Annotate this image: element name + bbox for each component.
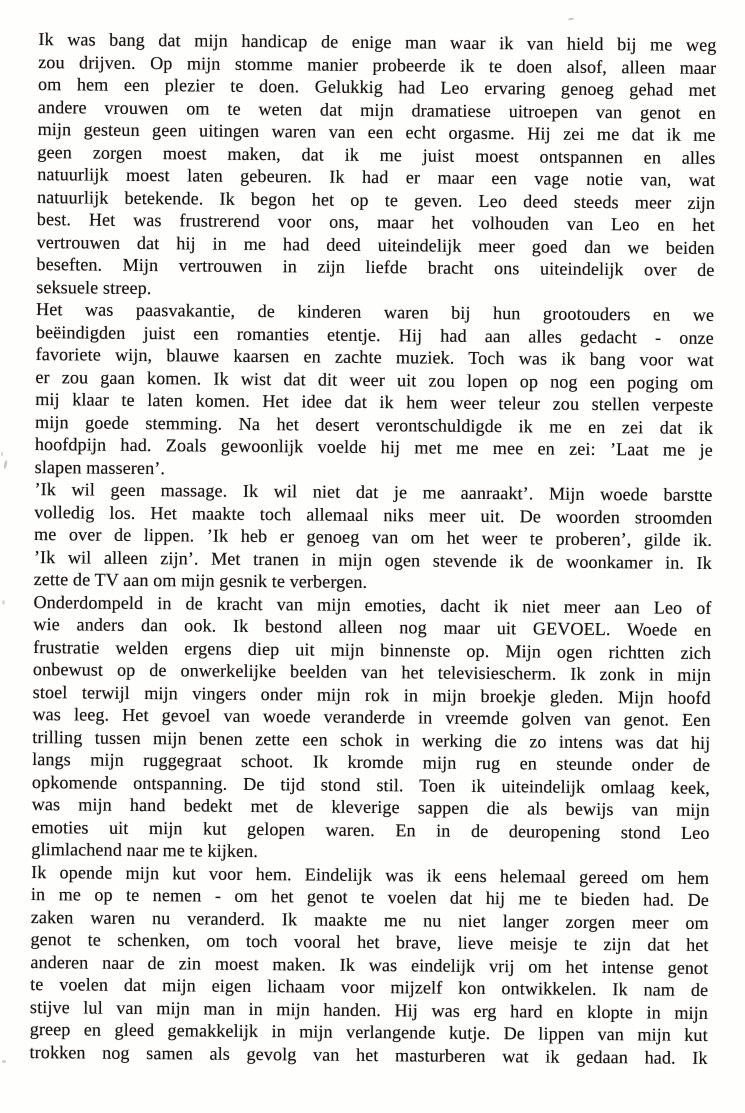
text-line: onbewust op de onwerkelijke beelden van het televisiescherm. Ik zonk in mijn bbox=[32, 659, 711, 685]
text-line: wie anders dan ook. Ik bestond alleen nog maar uit GEVOEL. Woede en bbox=[33, 614, 712, 640]
text-line: greep en gleed gemakkelijk in mijn verlangende kutje. De lippen van mijn kut bbox=[29, 1019, 708, 1045]
scan-speck bbox=[2, 1060, 6, 1063]
text-line: zaken waren nu veranderd. Ik maakte me nu niet langer zorgen meer om bbox=[30, 906, 709, 933]
text-line: glimlachend naar me te kijken. bbox=[31, 839, 259, 862]
scan-speck bbox=[568, 18, 574, 21]
paragraph bbox=[31, 591, 711, 867]
scan-speck bbox=[1, 452, 3, 456]
text-line: ’Ik wil alleen zijn’. Met tranen in mijn ogen stevende ik de woonkamer in. Ik bbox=[33, 546, 712, 573]
text-line: langs mijn ruggegraat schoot. Ik kromde mijn rug en steunde onder de bbox=[32, 749, 711, 775]
text-line: trilling tussen mijn benen zette een schok in werking die zo intens was dat hij bbox=[32, 726, 711, 753]
text-line: Het was paasvakantie, de kinderen waren bij hun grootouders en we bbox=[35, 299, 715, 325]
text-block bbox=[29, 28, 716, 1069]
text-line: trokken nog samen als gevolg van het masturberen wat ik gedaan had. Ik bbox=[29, 1041, 708, 1068]
text-line: ’Ik wil geen massage. Ik wil niet dat je me aanraakt’. Mijn woede barstte bbox=[34, 479, 713, 505]
text-line: natuurlijk betekende. Ik begon het op te geven. Leo deed steeds meer zijn bbox=[36, 186, 716, 213]
text-line: Onderdompeld in de kracht van mijn emoties, dacht ik niet meer aan Leo of bbox=[33, 591, 712, 618]
text-line: seksuele streep. bbox=[36, 276, 152, 298]
text-line: was leeg. Het gevoel van woede veranderde in vreemde golven van genot. Een bbox=[32, 704, 711, 730]
text-line: favoriete wijn, blauwe kaarsen en zachte muziek. Toch was ik bang voor wat bbox=[35, 344, 714, 370]
scan-speck bbox=[2, 600, 5, 605]
text-line: Ik opende mijn kut voor hem. Eindelijk was ik eens helemaal gereed om hem bbox=[31, 861, 710, 888]
text-line: er zou gaan komen. Ik wist dat dit weer uit zou lopen op nog een poging om bbox=[35, 366, 714, 393]
text-line: opkomende ontspanning. De tijd stond stil. Toen ik uiteindelijk omlaag keek, bbox=[31, 771, 711, 798]
scan-speck bbox=[3, 460, 8, 469]
text-line: om hem een plezier te doen. Gelukkig had Leo ervaring genoeg gehad met bbox=[37, 74, 717, 100]
text-line: andere vrouwen om te weten dat mijn dramatiese uitroepen van genot en bbox=[37, 96, 716, 123]
text-line: best. Het was frustrerend voor ons, maar het volhouden van Leo en het bbox=[36, 209, 715, 235]
text-line: zette de TV aan om mijn gesnik te verbergen. bbox=[33, 569, 368, 592]
text-line: frustratie welden ergens diep uit mijn binnenste op. Mijn ogen richtten zich bbox=[33, 636, 712, 663]
text-line: mijn gesteun geen uitingen waren van een echt orgasme. Hij zei me dat ik me bbox=[37, 119, 716, 145]
paragraph bbox=[36, 28, 716, 304]
text-line: volledig los. Het maakte toch allemaal niks meer uit. De woorden stroomden bbox=[34, 501, 713, 528]
text-line: me over de lippen. ’Ik heb er genoeg van om het weer te proberen’, gilde ik. bbox=[34, 524, 713, 550]
text-line: mij klaar te laten komen. Het idee dat ik hem weer teleur zou stellen verpeste bbox=[35, 389, 714, 415]
text-line: geen zorgen moest maken, dat ik me juist moest ontspannen en alles bbox=[37, 141, 716, 168]
text-line: in me op te nemen - om het genot te voelen dat hij me te bieden had. De bbox=[30, 884, 710, 910]
text-line: mijn goede stemming. Na het desert verontschuldigde ik me en zei dat ik bbox=[35, 411, 714, 438]
text-line: genot te schenken, om toch vooral het brave, lieve meisje te zijn dat het bbox=[30, 929, 709, 955]
text-line: hoofdpijn had. Zoals gewoonlijk voelde hij met me mee en zei: ’Laat me je bbox=[34, 434, 713, 460]
text-line: beëindigden juist een romanties etentje. Hij had aan alles gedacht - onze bbox=[35, 321, 714, 348]
text-line: slapen masseren’. bbox=[34, 456, 166, 478]
paragraph bbox=[29, 861, 709, 1069]
text-line: te voelen dat mijn eigen lichaam voor mijzelf kon ontwikkelen. Ik nam de bbox=[30, 974, 709, 1000]
text-line: beseften. Mijn vertrouwen in zijn liefde bracht ons uiteindelijk over de bbox=[36, 254, 715, 280]
text-line: zou drijven. Op mijn stomme manier probeerde ik te doen alsof, alleen maar bbox=[38, 51, 717, 78]
text-line: stijve lul van mijn man in mijn handen. Hij was erg hard en klopte in mijn bbox=[29, 996, 709, 1023]
text-line: stoel terwijl mijn vingers onder mijn rok in mijn broekje gleden. Mijn hoofd bbox=[32, 681, 711, 708]
paragraph bbox=[34, 478, 713, 596]
paragraph bbox=[35, 298, 715, 484]
text-line: emoties uit mijn kut gelopen waren. En in de deuropening stond Leo bbox=[31, 816, 710, 843]
text-line: natuurlijk moest laten gebeuren. Ik had er maar een vage notie van, wat bbox=[37, 164, 716, 190]
text-line: Ik was bang dat mijn handicap de enige man waar ik van hield bij me weg bbox=[38, 29, 717, 55]
text-line: vertrouwen dat hij in me had deed uiteindelijk meer goed dan we beiden bbox=[36, 231, 715, 258]
text-line: anderen naar de zin moest maken. Ik was eindelijk vrij om het intense genot bbox=[30, 951, 709, 978]
text-line: was mijn hand bedekt met de kleverige sappen die als bewijs van mijn bbox=[31, 794, 710, 820]
